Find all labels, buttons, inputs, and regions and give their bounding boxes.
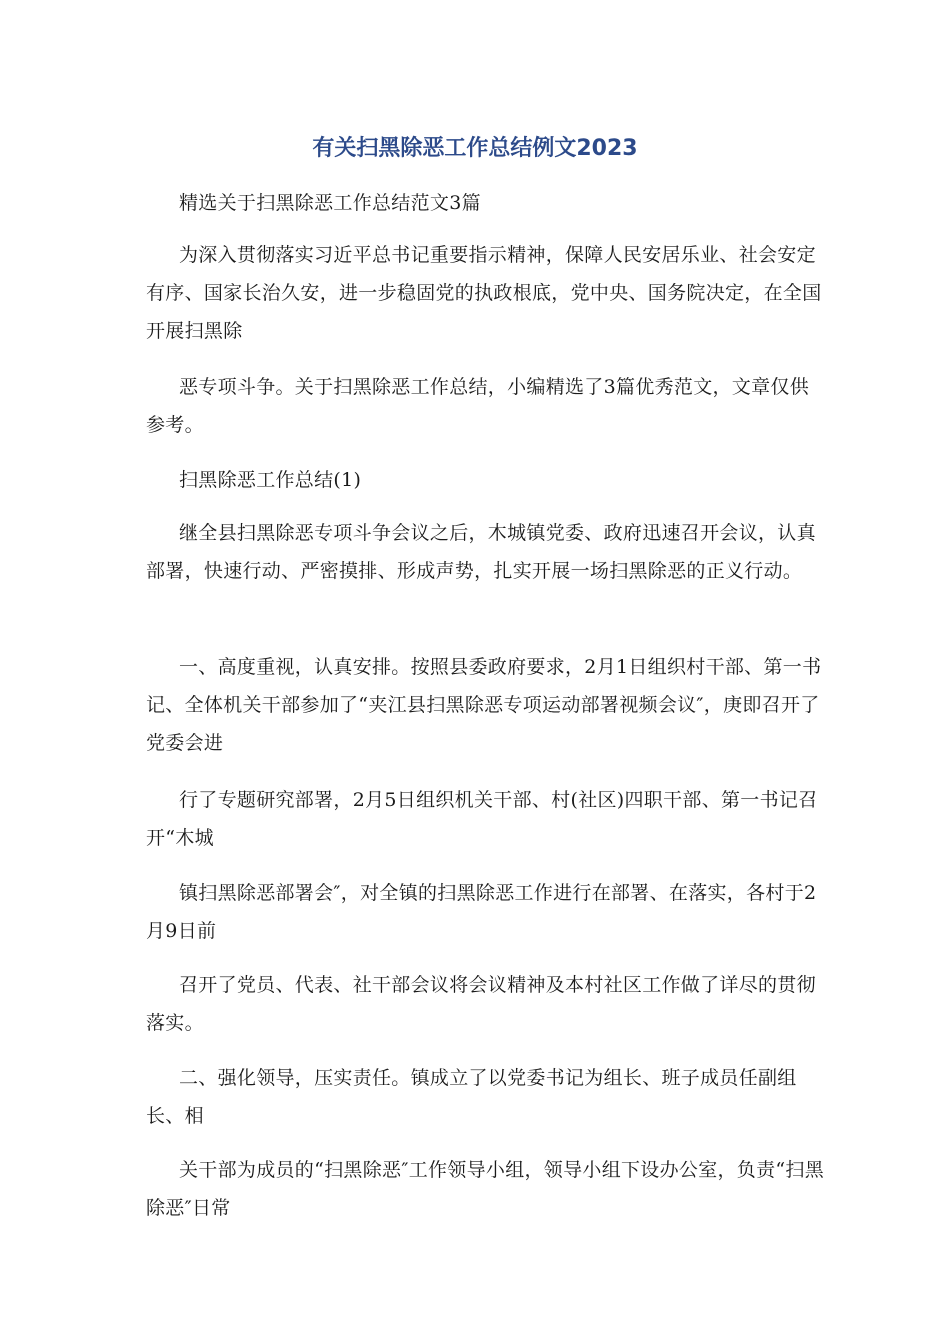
paragraph-body-4: 镇扫黑除恶部署会″，对全镇的扫黑除恶工作进行在部署、在落实，各村于2月9日前	[146, 882, 817, 942]
paragraph-body-1: 继全县扫黑除恶专项斗争会议之后，木城镇党委、政府迅速召开会议，认真部署，快速行动、严密摸排、形成声势，扎实开展一场扫黑除恶的正义行动。	[146, 522, 816, 582]
paragraph-body-6: 二、强化领导，压实责任。镇成立了以党委书记为组长、班子成员任副组长、相	[146, 1067, 797, 1127]
paragraph-body-5: 召开了党员、代表、社干部会议将会议精神及本村社区工作做了详尽的贯彻落实。	[146, 974, 816, 1034]
section-heading-1: 扫黑除恶工作总结(1)	[179, 469, 362, 491]
paragraph-body-3: 行了专题研究部署，2月5日组织机关干部、村(社区)四职干部、第一书记召开“木城	[146, 789, 818, 849]
paragraph-intro-continued: 恶专项斗争。关于扫黑除恶工作总结，小编精选了3篇优秀范文，文章仅供参考。	[146, 376, 809, 436]
paragraph-body-2: 一、高度重视，认真安排。按照县委政府要求，2月1日组织村干部、第一书记、全体机关干部参加了“夹江县扫黑除恶专项运动部署视频会议″，庚即召开了党委会进	[146, 656, 822, 754]
document-title: 有关扫黑除恶工作总结例文2023	[312, 136, 638, 161]
paragraph-body-7: 关干部为成员的“扫黑除恶″工作领导小组，领导小组下设办公室，负责“扫黑除恶″日常	[146, 1159, 825, 1219]
paragraph-intro: 为深入贯彻落实习近平总书记重要指示精神，保障人民安居乐业、社会安定有序、国家长治久安，进一步稳固党的执政根底，党中央、国务院决定，在全国开展扫黑除	[146, 244, 822, 342]
paragraph-subtitle: 精选关于扫黑除恶工作总结范文3篇	[179, 192, 481, 214]
